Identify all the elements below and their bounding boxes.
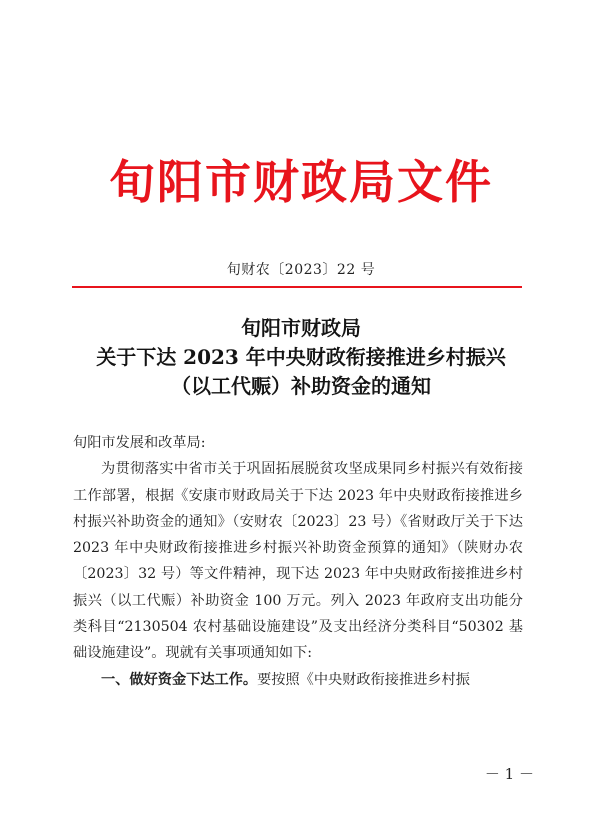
notice-title-line-3: （以工代赈）补助资金的通知 — [171, 374, 431, 398]
notice-title-line-2: 关于下达 2023 年中央财政衔接推进乡村振兴 — [96, 345, 506, 369]
page-number: － 1 － — [484, 765, 534, 783]
body-paragraph-1: 为贯彻落实中省市关于巩固拓展脱贫攻坚成果同乡村振兴有效衔接工作部署，根据《安康市财政局关于下达 2023 年中央财政衔接推进乡村振兴补助资金的通知》（安财农〔2023〕23 号）《省财政厅关于下达 2023 年中央财政衔接推进乡村振兴补助资金预算的通知》（陕财办农〔2023〕32 号）等文件精神，现下达 2023 年中央财政衔接推进乡村振兴（以工代赈）补助资金 100 万元。列入 2023 年政府支出功能分类科目“2130504 农村基础设施建设”及支出经济分类科目“50302 基础设施建设”。现就有关事项通知如下: — [73, 461, 523, 662]
notice-title-line-1: 旬阳市财政局 — [241, 316, 361, 340]
document-body — [73, 430, 523, 693]
addressee: 旬阳市发展和改革局: — [73, 435, 206, 451]
notice-title — [0, 314, 602, 401]
letterhead-title: 旬阳市财政局文件 — [109, 155, 493, 209]
body-paragraph-2 — [73, 667, 523, 693]
section-heading-1: 一、做好资金下达工作。 — [101, 671, 258, 688]
section-text-1: 要按照《中央财政衔接推进乡村振 — [257, 671, 470, 688]
red-divider-line — [72, 286, 522, 288]
document-number: 旬财农〔2023〕22 号 — [226, 262, 376, 278]
